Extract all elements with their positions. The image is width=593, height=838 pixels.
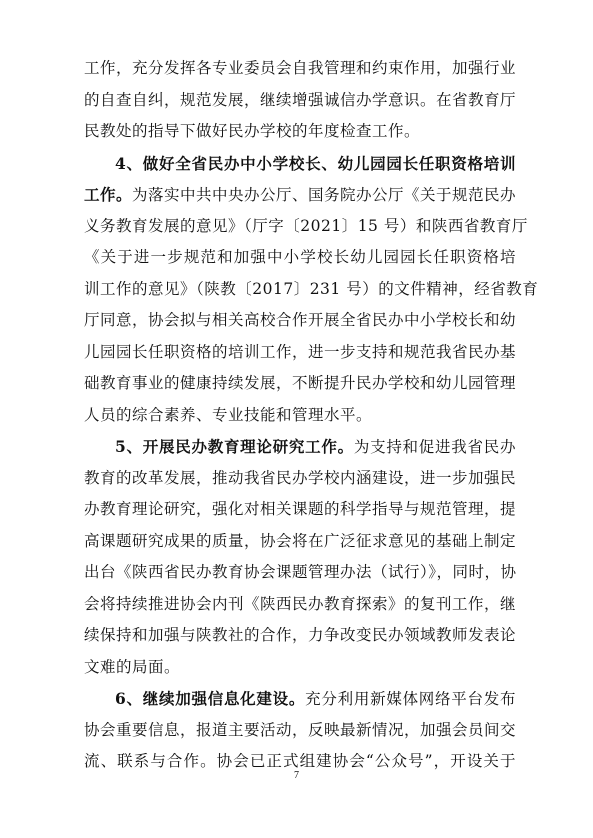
- text-line: [84, 526, 516, 558]
- text-line: [84, 683, 516, 715]
- text-line: [84, 211, 528, 243]
- text-line: [84, 431, 516, 463]
- text-line: [84, 620, 516, 652]
- text-line: [84, 337, 516, 369]
- body-text-segment: 人员的综合素养、专业技能和管理水平。: [84, 405, 373, 424]
- body-text-segment: 训工作的意见》（陕教〔2017〕231 号）的文件精神，经省教育: [84, 279, 539, 298]
- heading-text: 工作。: [84, 185, 133, 204]
- text-line: [84, 305, 516, 337]
- body-text-segment: 充分利用新媒体网络平台发布: [305, 690, 516, 708]
- body-text-segment: 儿园园长任职资格的培训工作，进一步支持和规范我省民办基: [84, 342, 517, 361]
- text-line: [84, 116, 516, 148]
- text-line: [84, 589, 516, 621]
- body-text-segment: 《关于进一步规范和加强中小学校长幼儿园园长任职资格培: [84, 248, 516, 266]
- heading-text: 5、开展民办教育理论研究工作。: [115, 437, 354, 456]
- text-line: [84, 53, 516, 85]
- text-line: [84, 368, 516, 400]
- text-line: [84, 494, 516, 526]
- body-text-segment: 会将持续推进协会内刊《陕西民办教育探索》的复刊工作，继: [84, 594, 517, 613]
- heading-text: 6、继续加强信息化建设。: [115, 689, 306, 708]
- body-text-segment: 高课题研究成果的质量，协会将在广泛征求意见的基础上制定: [84, 531, 517, 550]
- body-text-segment: 协会重要信息，报道主要活动，反映最新情况，加强会员间交: [84, 720, 517, 739]
- body-text-segment: 教育的改革发展，推动我省民办学校内涵建设，进一步加强民: [84, 468, 517, 487]
- text-line: [84, 463, 516, 495]
- text-line: [84, 274, 539, 306]
- text-line: [84, 85, 516, 117]
- body-text-segment: 础教育事业的健康持续发展，不断提升民办学校和幼儿园管理: [84, 374, 517, 392]
- body-text-segment: 流、联系与合作。协会已正式组建协会“公众号”，开设关于: [84, 752, 516, 770]
- body-text-segment: 的自查自纠，规范发展，继续增强诚信办学意识。在省教育厅: [84, 90, 517, 109]
- page-number: 7: [294, 770, 299, 781]
- heading-text: 4、做好全省民办中小学校长、幼儿园园长任职资格培训: [115, 153, 516, 173]
- text-line: [84, 715, 516, 747]
- text-line: [84, 179, 516, 211]
- text-line: [84, 557, 516, 589]
- body-text-segment: 工作，充分发挥各专业委员会自我管理和约束作用，加强行业: [84, 59, 517, 77]
- body-text-segment: 文难的局面。: [84, 657, 181, 676]
- text-line: [84, 400, 516, 432]
- body-text-segment: 义务教育发展的意见》（厅字〔2021〕15 号）和陕西省教育厅: [84, 216, 528, 235]
- text-line: [84, 242, 516, 274]
- body-text-segment: 厅同意，协会拟与相关高校合作开展全省民办中小学校长和幼: [84, 311, 517, 329]
- body-text-segment: 出台《陕西省民办教育协会课题管理办法（试行）》，同时，协: [84, 563, 517, 581]
- body-text-segment: 为支持和促进我省民办: [353, 438, 516, 456]
- text-line: [84, 148, 516, 180]
- body-text: [84, 53, 539, 778]
- text-line: [84, 652, 516, 684]
- body-text-segment: 民教处的指导下做好民办学校的年度检查工作。: [84, 122, 421, 140]
- body-text-segment: 为落实中共中央办公厅、国务院办公厅《关于规范民办: [132, 186, 517, 204]
- body-text-segment: 续保持和加强与陕教社的合作，力争改变民办领域教师发表论: [84, 626, 517, 644]
- body-text-segment: 办教育理论研究，强化对相关课题的科学指导与规范管理，提: [84, 500, 517, 518]
